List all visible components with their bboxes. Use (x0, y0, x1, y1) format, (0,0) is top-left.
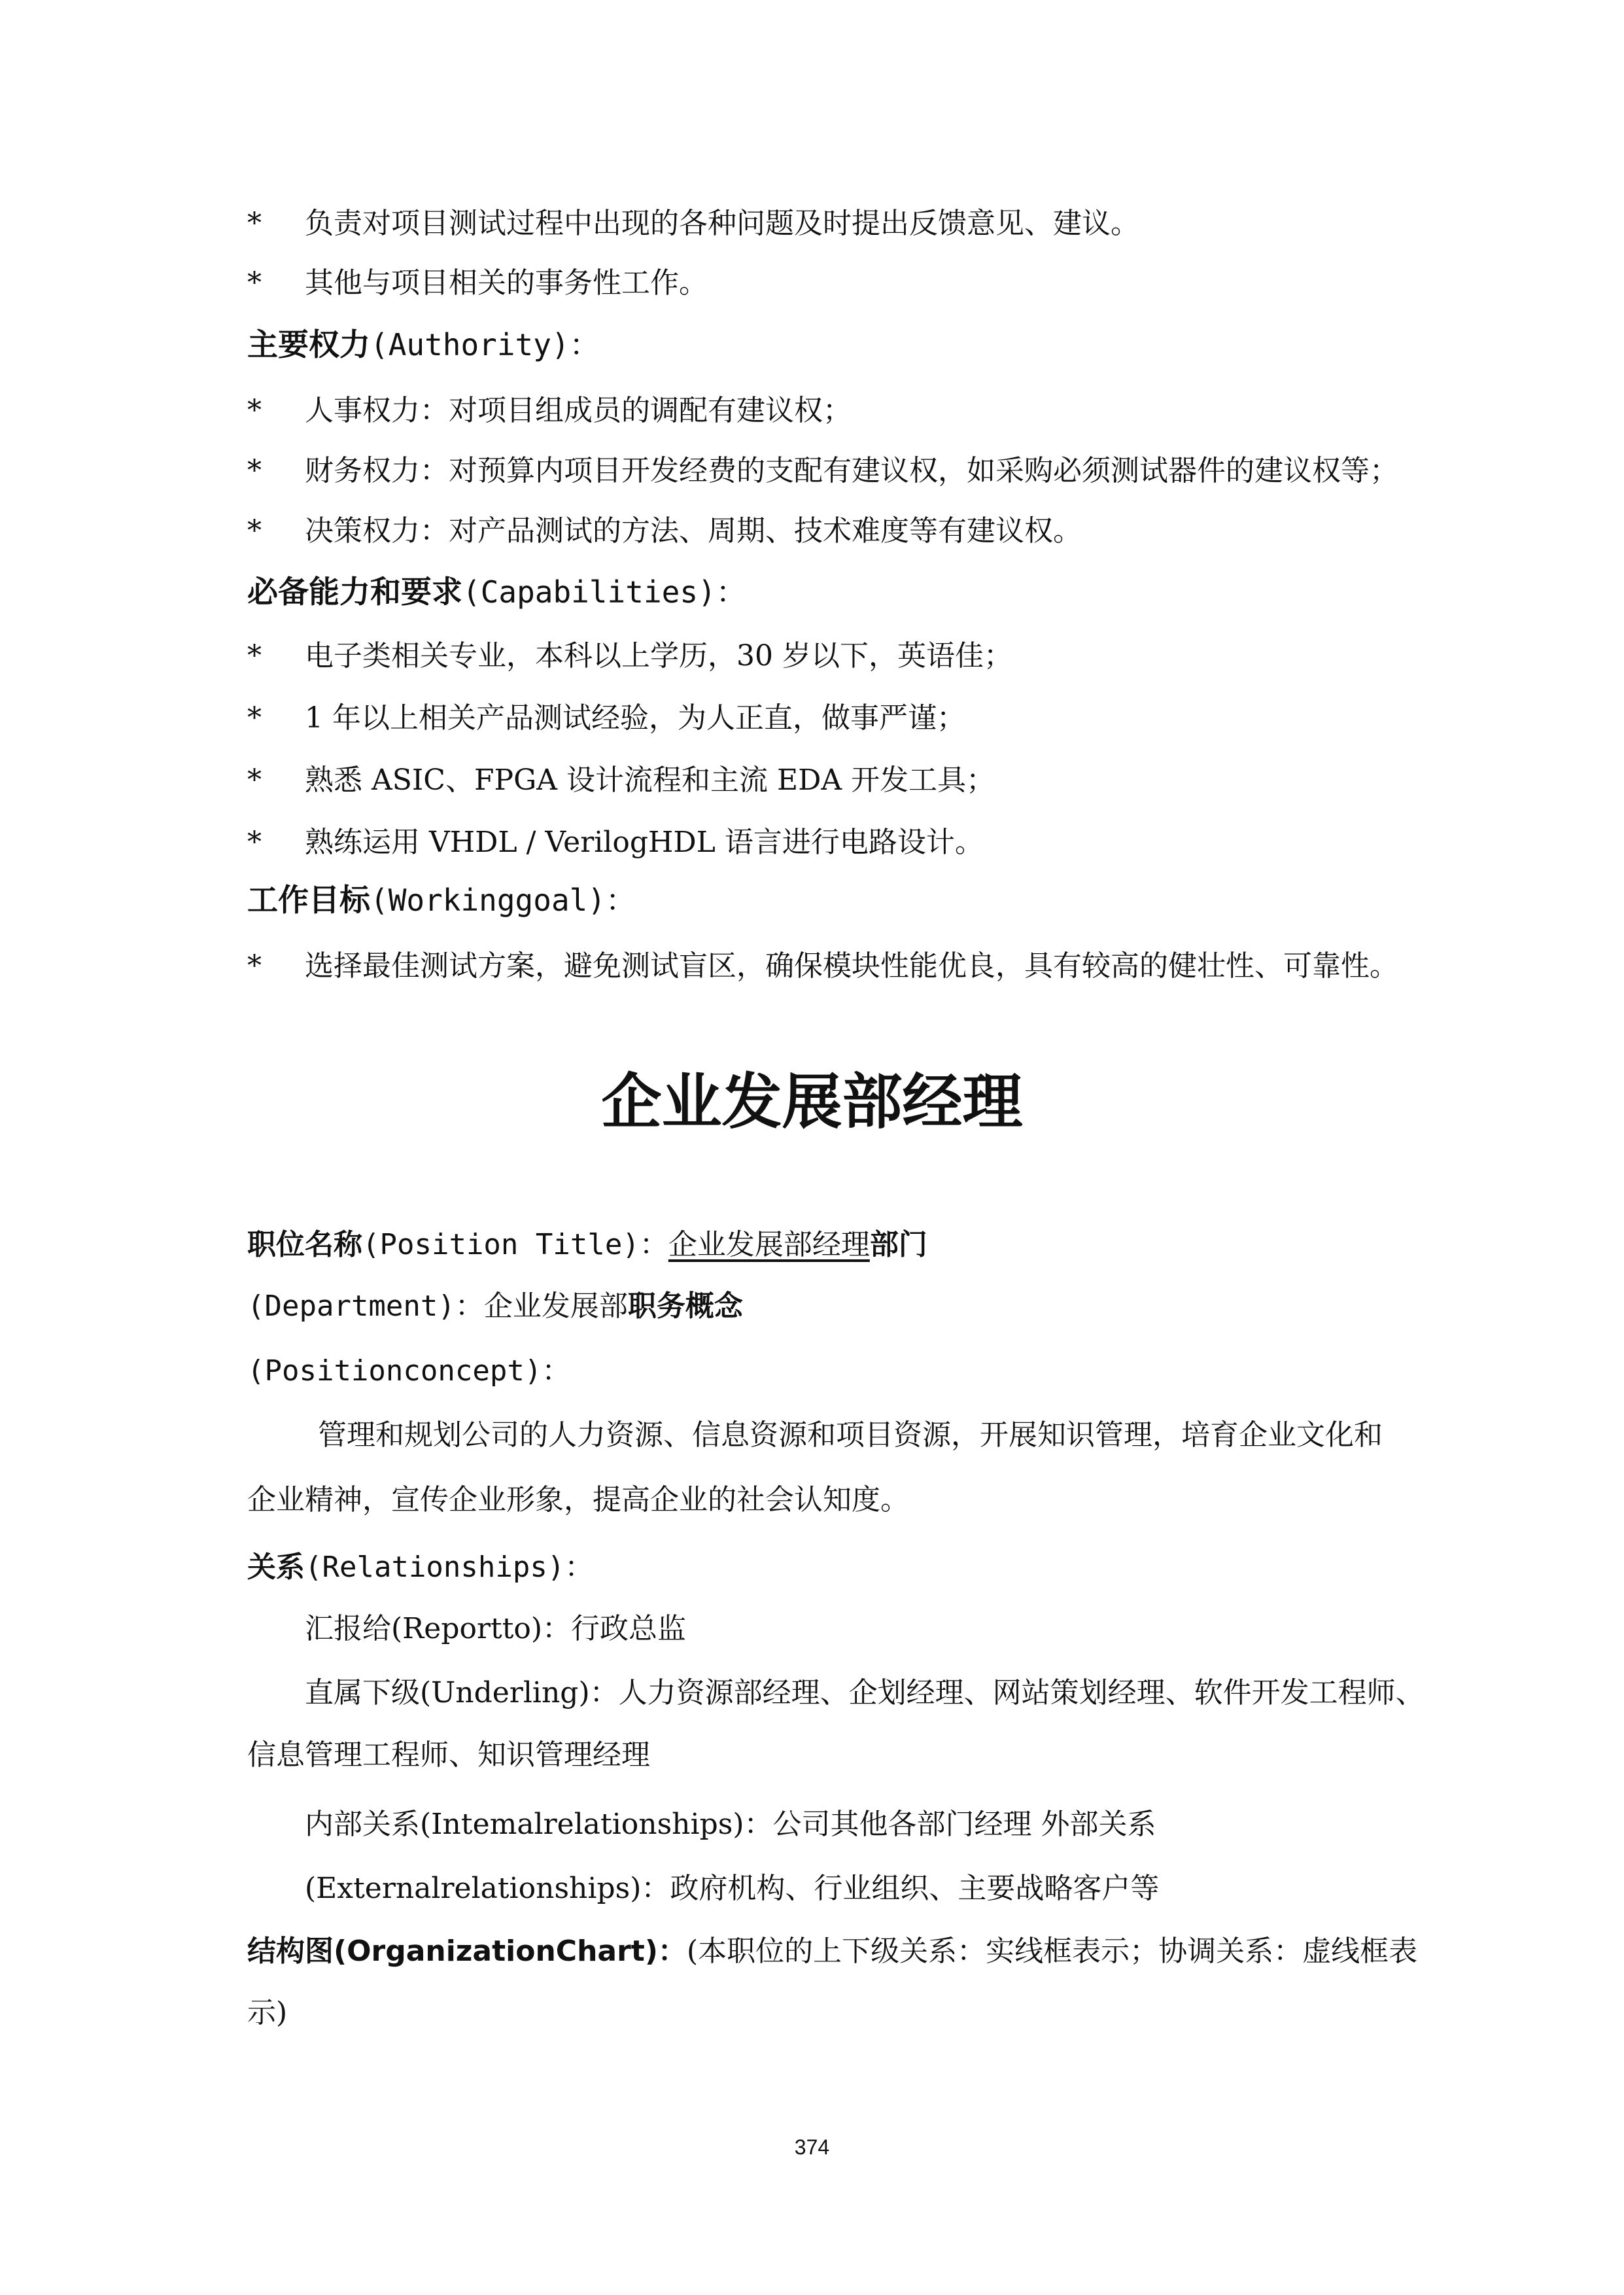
bullet-star: * (247, 949, 262, 983)
bullet-feedback: * 负责对项目测试过程中出现的各种问题及时提出反馈意见、建议。 (247, 204, 1428, 243)
position-title-line: 职位名称(Position Title)：企业发展部经理部门 (247, 1228, 927, 1261)
bullet-star: * (247, 454, 262, 487)
department-line: (Department)：企业发展部职务概念 (247, 1289, 743, 1323)
bullet-capability-vhdl: * 熟练运用 VHDL / VerilogHDL 语言进行电路设计。 (247, 823, 1428, 862)
org-chart-note-line2: 示) (247, 1996, 288, 2029)
relationships-heading: 关系(Relationships)： (247, 1550, 594, 1584)
bullet-goal: * 选择最佳测试方案，避免测试盲区，确保模块性能优良，具有较高的健壮性、可靠性。 (247, 947, 1428, 986)
section-title: 企业发展部经理 (601, 1067, 1023, 1137)
bullet-capability-education: * 电子类相关专业，本科以上学历，30 岁以下，英语佳； (247, 637, 1428, 676)
internal-relations-line: 内部关系(Intemalrelationships)：公司其他各部门经理 外部关系 (305, 1808, 1156, 1841)
underling-line1: 直属下级(Underling)：人力资源部经理、企划经理、网站策划经理、软件开发工程师、 (305, 1676, 1425, 1709)
capabilities-heading: 必备能力和要求(Capabilities)： (247, 574, 746, 610)
bullet-star: * (247, 514, 262, 548)
concept-text-line2: 企业精神，宣传企业形象，提高企业的社会认知度。 (247, 1483, 909, 1516)
department-value: 企业发展部 (483, 1289, 628, 1323)
bullet-star: * (247, 763, 262, 797)
authority-heading: 主要权力(Authority)： (247, 327, 600, 363)
bullet-star: * (247, 826, 262, 859)
bullet-authority-finance: * 财务权力：对预算内项目开发经费的支配有建议权，如采购必须测试器件的建议权等； (247, 451, 1428, 491)
org-chart-heading: 结构图(OrganizationChart)：(本职位的上下级关系：实线框表示；协调关系：虚线框表 (247, 1935, 1418, 1968)
bullet-star: * (247, 701, 262, 735)
goal-heading: 工作目标(Workinggoal)： (247, 883, 636, 919)
concept-text-line1: 管理和规划公司的人力资源、信息资源和项目资源，开展知识管理，培育企业文化和 (318, 1418, 1383, 1452)
page-number: 374 (794, 2135, 830, 2159)
bullet-star: * (247, 266, 262, 300)
bullet-authority-hr: * 人事权力：对项目组成员的调配有建议权； (247, 391, 1428, 430)
bullet-authority-decision: * 决策权力：对产品测试的方法、周期、技术难度等有建议权。 (247, 512, 1428, 551)
bullet-star: * (247, 207, 262, 240)
concept-label-line: (Positionconcept)： (247, 1354, 571, 1388)
external-relations-line: (Externalrelationships)：政府机构、行业组织、主要战略客户等 (305, 1872, 1160, 1905)
report-to-line: 汇报给(Reportto)：行政总监 (305, 1612, 687, 1645)
bullet-capability-experience: * 1 年以上相关产品测试经验，为人正直，做事严谨； (247, 699, 1428, 738)
underling-line2: 信息管理工程师、知识管理经理 (247, 1738, 650, 1772)
bullet-other-work: * 其他与项目相关的事务性工作。 (247, 264, 1428, 303)
bullet-capability-asic: * 熟悉 ASIC、FPGA 设计流程和主流 EDA 开发工具； (247, 761, 1428, 800)
bullet-star: * (247, 394, 262, 427)
bullet-star: * (247, 639, 262, 673)
position-title-value: 企业发展部经理 (668, 1228, 870, 1261)
